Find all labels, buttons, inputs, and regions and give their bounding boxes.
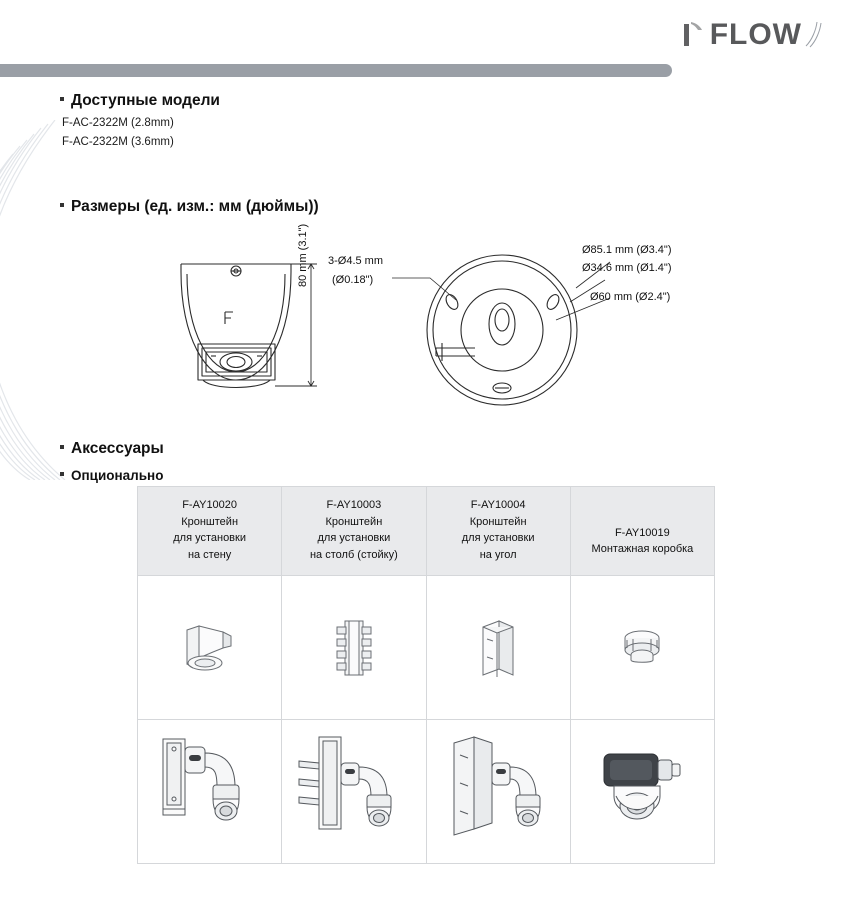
bullet-icon (60, 97, 64, 101)
accessory-product-cell (282, 576, 426, 720)
accessory-header-cell (282, 487, 426, 576)
dimensions-heading: Размеры (ед. изм.: мм (дюймы)) (71, 198, 319, 215)
diameter-callout: Ø85.1 mm (Ø3.4") (582, 244, 672, 256)
screw-hole-label-line2: (Ø0.18") (332, 274, 374, 286)
flow-logo-icon (682, 20, 708, 50)
accessories-heading: Аксессуары (71, 440, 164, 457)
accessories-section (60, 440, 164, 458)
model-item: F-AC-2322M (3.6mm) (62, 136, 174, 148)
accessory-desc-line: на столб (стойку) (309, 548, 398, 561)
accessory-product-cell (138, 576, 282, 720)
accessory-code: F-AY10020 (182, 499, 238, 511)
dimensions-heading-row (60, 198, 319, 216)
logo-text: FLOW (709, 18, 802, 51)
junction-box-assembly-icon (590, 738, 694, 846)
optional-heading: Опционально (71, 468, 164, 483)
dimensions-section (60, 198, 319, 216)
brand-logo (682, 18, 824, 52)
accessory-desc-line: на стену (187, 548, 232, 561)
junction-box-icon (613, 626, 671, 670)
accessory-header-cell (570, 487, 714, 576)
camera-side-view-drawing (115, 240, 345, 415)
models-heading: Доступные модели (71, 92, 220, 109)
accessory-header-cell (138, 487, 282, 576)
table-header-row (138, 487, 715, 576)
diameter-callout: Ø60 mm (Ø2.4") (590, 291, 671, 303)
bullet-icon (60, 472, 64, 476)
screw-hole-label-line1: 3-Ø4.5 mm (328, 255, 384, 267)
model-item: F-AC-2322M (2.8mm) (62, 117, 174, 129)
corner-mount-bracket-icon (473, 617, 523, 679)
pole-mount-assembly-icon (295, 733, 413, 851)
accessory-code: F-AY10004 (470, 499, 526, 511)
accessory-desc-line: для установки (461, 532, 535, 544)
accessory-assembly-cell (282, 720, 426, 864)
diameter-callout: Ø34.6 mm (Ø1.4") (582, 262, 672, 274)
table-row (138, 576, 715, 720)
accessories-table (137, 486, 715, 864)
bullet-icon (60, 445, 64, 449)
accessory-assembly-cell (138, 720, 282, 864)
accessory-desc-line: для установки (173, 532, 246, 544)
accessory-desc-line: на угол (479, 548, 517, 561)
optional-heading-row (60, 468, 163, 483)
accessory-desc-line: Монтажная коробка (591, 543, 694, 555)
accessory-assembly-cell (426, 720, 570, 864)
models-heading-row (60, 92, 220, 110)
accessory-product-cell (570, 576, 714, 720)
dimension-drawings (60, 223, 800, 420)
header-divider-bar (0, 64, 672, 77)
table-row (138, 720, 715, 864)
accessory-product-cell (426, 576, 570, 720)
accessory-desc-line: для установки (317, 532, 391, 544)
pole-mount-bracket-icon (331, 617, 377, 679)
optional-section (60, 468, 163, 483)
accessory-code: F-AY10019 (614, 526, 670, 539)
accessory-desc-line: Кронштейн (325, 515, 383, 528)
wall-mount-bracket-icon (173, 618, 247, 678)
models-section (60, 92, 220, 148)
accessory-desc-line: Кронштейн (469, 515, 527, 528)
flow-logo-swoosh-icon (804, 20, 824, 50)
accessory-desc-line: Кронштейн (181, 515, 239, 528)
wall-mount-assembly-icon (155, 733, 265, 851)
accessory-assembly-cell (570, 720, 714, 864)
corner-mount-assembly-icon (440, 733, 556, 851)
accessory-code: F-AY10003 (326, 499, 382, 511)
accessories-heading-row (60, 440, 164, 458)
bullet-icon (60, 203, 64, 207)
side-view-height-label: 80 mm (3.1") (297, 223, 309, 287)
accessory-header-cell (426, 487, 570, 576)
